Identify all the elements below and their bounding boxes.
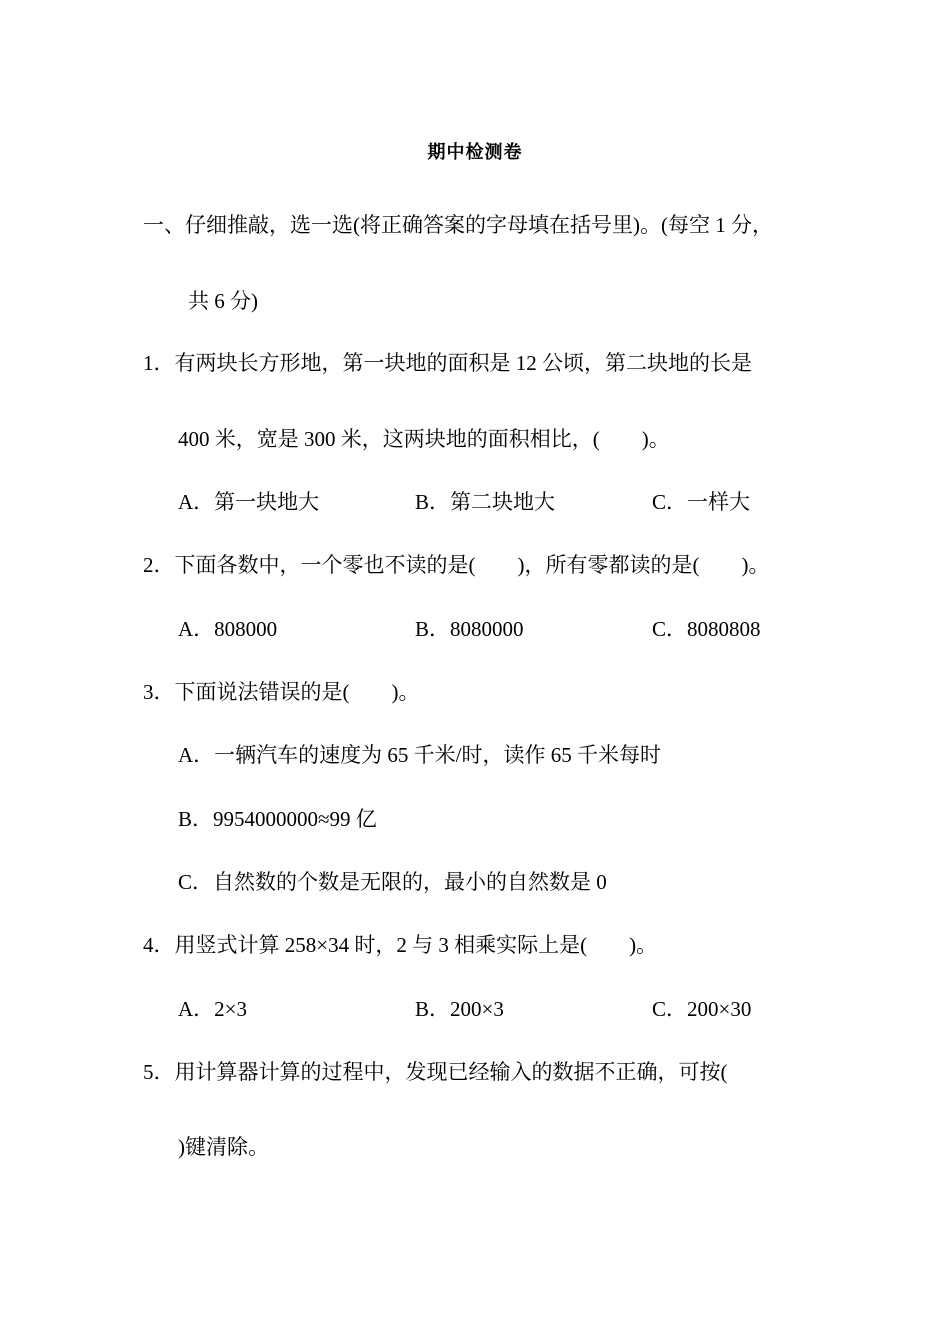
question-1-option-a: A．第一块地大 — [178, 490, 320, 514]
question-3-option-b: B．9954000000≈99 亿 — [178, 807, 377, 831]
question-4-text: 4．用竖式计算 258×34 时，2 与 3 相乘实际上是( )。 — [143, 933, 658, 957]
question-3-text: 3．下面说法错误的是( )。 — [143, 680, 420, 704]
question-3-option-c: C．自然数的个数是无限的，最小的自然数是 0 — [178, 870, 607, 894]
question-4-option-c: C．200×30 — [652, 997, 752, 1021]
question-1-option-b: B．第二块地大 — [415, 490, 556, 514]
question-4-option-b: B．200×3 — [415, 997, 504, 1021]
section-heading-line2: 共 6 分) — [188, 289, 258, 313]
question-2-option-c: C．8080808 — [652, 617, 761, 641]
question-5-text: 5．用计算器计算的过程中，发现已经输入的数据不正确，可按( — [143, 1060, 728, 1084]
question-1-text: 1．有两块长方形地，第一块地的面积是 12 公顷，第二块地的长是 — [143, 351, 752, 375]
question-3-option-a: A．一辆汽车的速度为 65 千米/时，读作 65 千米每时 — [178, 743, 661, 767]
section-heading-line1: 一、仔细推敲，选一选(将正确答案的字母填在括号里)。(每空 1 分， — [143, 213, 773, 237]
question-2-option-a: A．808000 — [178, 617, 278, 641]
question-1-option-c: C．一样大 — [652, 490, 751, 514]
page-title: 期中检测卷 — [427, 142, 523, 163]
question-4-option-a: A．2×3 — [178, 997, 248, 1021]
question-1-text-cont: 400 米，宽是 300 米，这两块地的面积相比，( )。 — [178, 427, 670, 451]
question-5-text-cont: )键清除。 — [178, 1135, 269, 1159]
question-2-option-b: B．8080000 — [415, 617, 524, 641]
question-2-text: 2．下面各数中，一个零也不读的是( )，所有零都读的是( )。 — [143, 553, 770, 577]
